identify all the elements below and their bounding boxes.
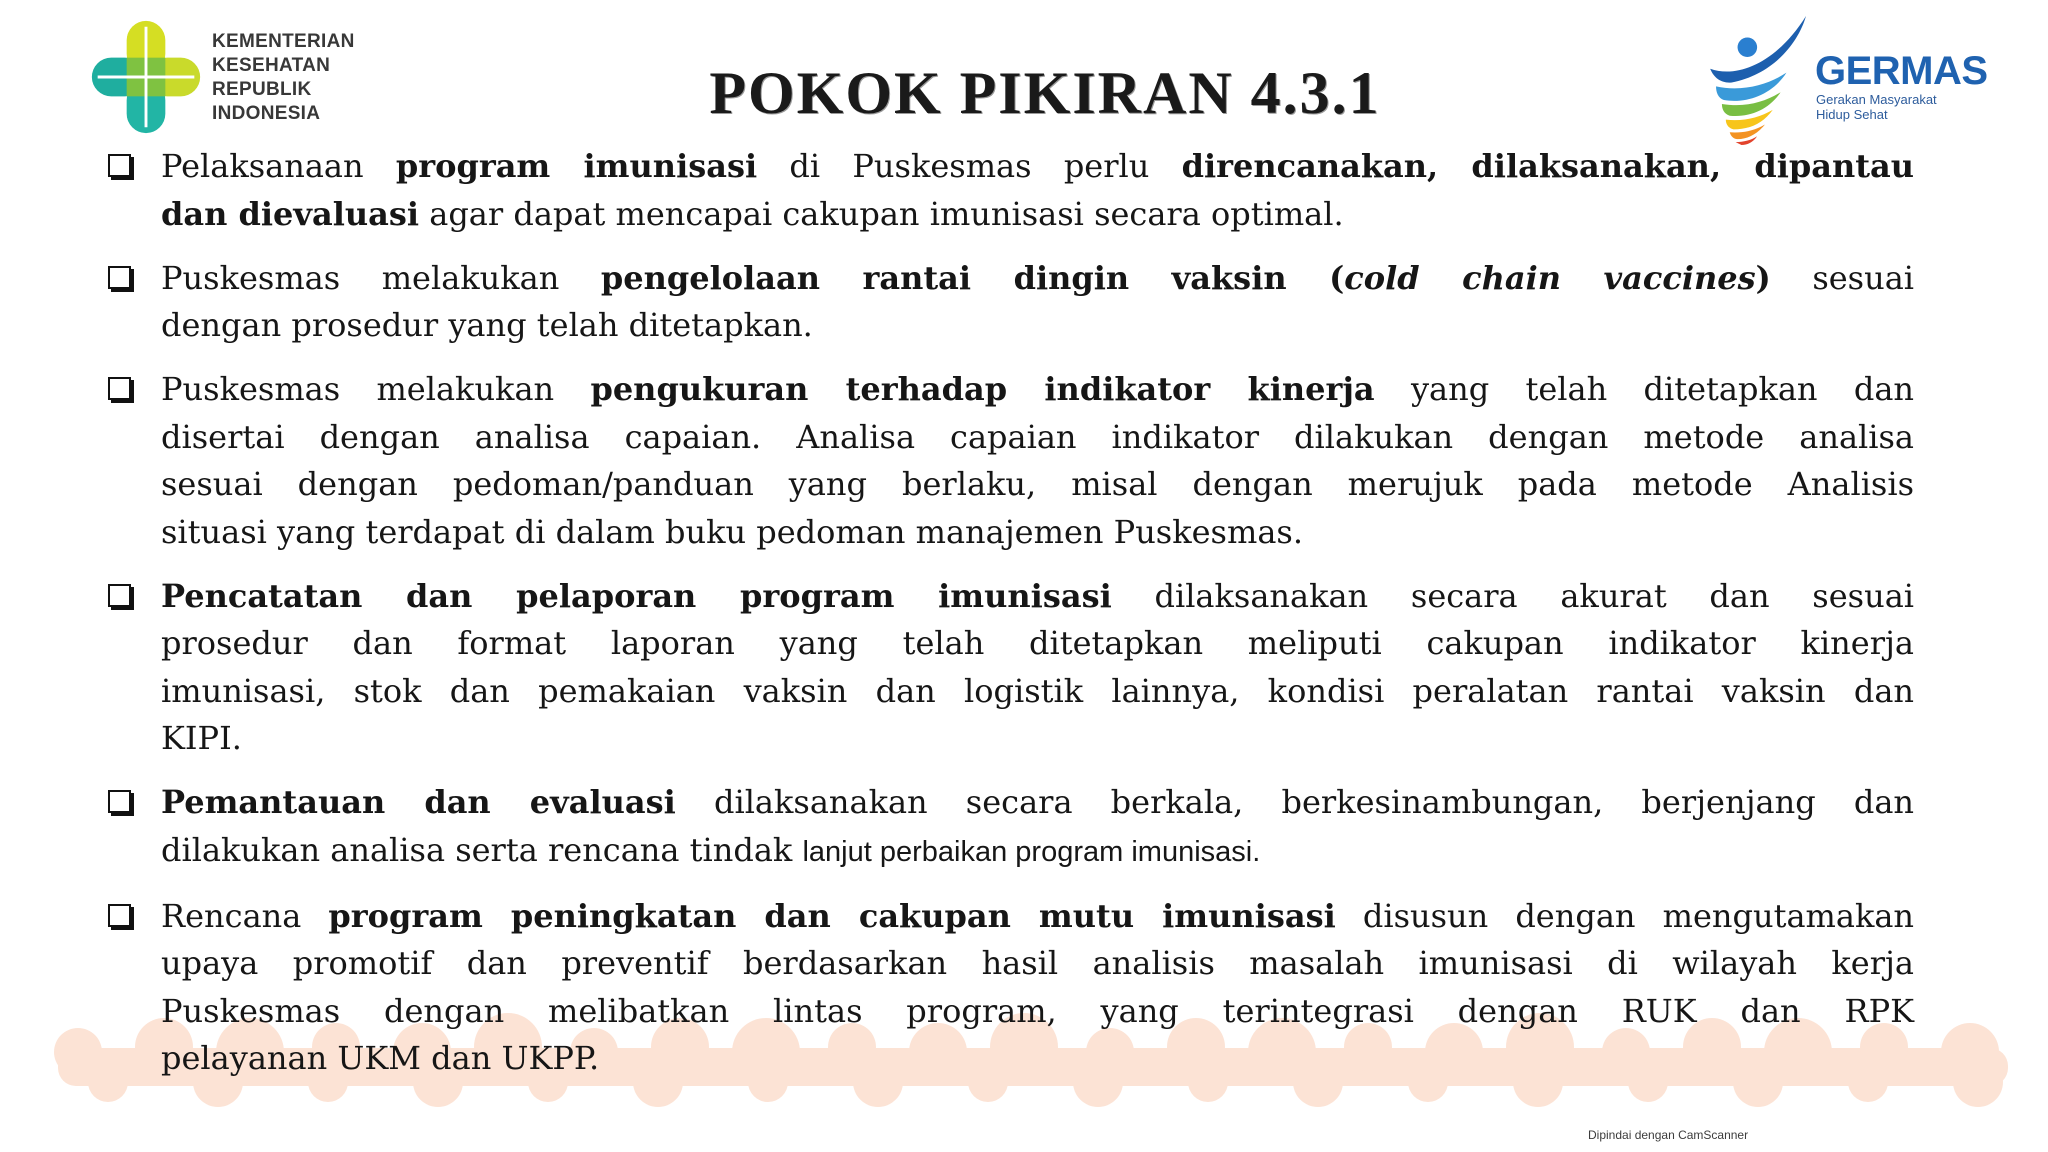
text-run: ) <box>1755 258 1771 297</box>
text-line <box>161 779 1914 827</box>
text-run: lanjut perbaikan program imunisasi. <box>802 835 1261 868</box>
ministry-name <box>212 30 355 126</box>
text-run: agar dapat mencapai cakupan imunisasi secara optimal. <box>419 194 1344 233</box>
checkbox-square-icon <box>108 904 131 927</box>
text-line <box>161 827 1914 877</box>
text-line <box>161 414 1914 462</box>
text-run: disertai dengan analisa capaian. Analisa capaian indikator dilakukan dengan metode analisa <box>161 417 1914 456</box>
checkbox-square-icon <box>108 266 131 289</box>
text-run: dan dievaluasi <box>161 194 420 233</box>
germas-tagline <box>1816 92 1937 122</box>
checkbox-square-icon <box>108 584 131 607</box>
text-line <box>161 668 1914 716</box>
text-run: situasi yang terdapat di dalam buku pedoman manajemen Puskesmas. <box>161 512 1303 551</box>
checkbox-square-icon <box>108 377 131 400</box>
kemenkes-emblem-icon <box>88 17 204 137</box>
bullet-point <box>161 573 1914 763</box>
ministry-name-line: REPUBLIK <box>212 79 312 100</box>
germas-tagline-line: Gerakan Masyarakat <box>1816 92 1937 107</box>
text-run: upaya promotif dan preventif berdasarkan hasil analisis masalah imunisasi di wilayah kerja <box>161 944 1914 983</box>
text-run: dilakukan analisa serta rencana tindak <box>161 830 803 869</box>
germas-tagline-line: Hidup Sehat <box>1816 107 1888 122</box>
text-line <box>161 461 1914 509</box>
text-run: Pemantauan dan evaluasi <box>161 783 676 822</box>
text-run: prosedur dan format laporan yang telah ditetapkan meliputi cakupan indikator kinerja <box>161 624 1914 663</box>
slide-title: POKOK PIKIRAN 4.3.1 <box>709 60 1381 126</box>
text-line <box>161 893 1914 941</box>
text-run: direncanakan, dilaksanakan, dipantau <box>1181 147 1914 186</box>
bullet-point <box>161 143 1914 238</box>
text-line <box>161 940 1914 988</box>
cloud-puff <box>1953 1057 2003 1107</box>
text-run: imunisasi, stok dan pemakaian vaksin dan logistik lainnya, kondisi peralatan rantai vaksin dan <box>161 671 1914 710</box>
ministry-name-line: KESEHATAN <box>212 55 331 76</box>
text-run: program peningkatan dan cakupan mutu imunisasi <box>328 896 1336 935</box>
text-run: Puskesmas melakukan <box>161 370 591 409</box>
text-line <box>161 988 1914 1036</box>
text-run: sesuai dengan pedoman/panduan yang berlaku, misal dengan merujuk pada metode Analisis <box>161 465 1914 504</box>
text-run: Puskesmas melakukan <box>161 258 601 297</box>
text-run: disusun dengan mengutamakan <box>1335 896 1915 935</box>
bullet-point <box>161 779 1914 876</box>
bullet-point <box>161 893 1914 1083</box>
text-line <box>161 509 1914 557</box>
text-line <box>161 1035 1914 1083</box>
text-run: Pencatatan dan pelaporan program imunisasi <box>161 576 1112 615</box>
ministry-name-line: KEMENTERIAN <box>212 31 355 52</box>
text-line <box>161 143 1914 191</box>
text-line <box>161 620 1914 668</box>
text-line <box>161 255 1914 303</box>
text-run: Pelaksanaan <box>161 147 396 186</box>
germas-figure-icon <box>1708 14 1816 146</box>
text-run: pelayanan UKM dan UKPP. <box>161 1039 600 1078</box>
text-run: di Puskesmas perlu <box>757 147 1182 186</box>
text-run: KIPI. <box>161 719 242 758</box>
bullet-point <box>161 255 1914 350</box>
text-run: program imunisasi <box>395 147 758 186</box>
text-run: dengan prosedur yang telah ditetapkan. <box>161 306 813 345</box>
text-run: Puskesmas dengan melibatkan lintas program, yang terintegrasi dengan RUK dan RPK <box>161 991 1914 1030</box>
text-run: pengukuran terhadap indikator kinerja <box>590 370 1375 409</box>
bullet-list <box>161 143 1914 1099</box>
ministry-name-line: INDONESIA <box>212 103 321 124</box>
text-line <box>161 302 1914 350</box>
text-run: yang telah ditetapkan dan <box>1374 370 1915 409</box>
text-run: Rencana <box>161 896 329 935</box>
text-run: cold chain vaccines <box>1344 258 1756 297</box>
checkbox-square-icon <box>108 154 131 177</box>
text-run: dilaksanakan secara berkala, berkesinambungan, berjenjang dan <box>675 783 1915 822</box>
cloud-puff <box>88 1062 128 1102</box>
bullet-point <box>161 366 1914 556</box>
text-line <box>161 366 1914 414</box>
text-run: pengelolaan rantai dingin vaksin ( <box>600 258 1345 297</box>
germas-wordmark: GERMAS <box>1815 49 1988 93</box>
text-line <box>161 573 1914 621</box>
text-line <box>161 715 1914 763</box>
scan-watermark-note: Dipindai dengan CamScanner <box>1588 1128 1749 1142</box>
text-run: sesuai <box>1770 258 1915 297</box>
text-line <box>161 191 1914 239</box>
text-run: dilaksanakan secara akurat dan sesuai <box>1111 576 1915 615</box>
checkbox-square-icon <box>108 790 131 813</box>
